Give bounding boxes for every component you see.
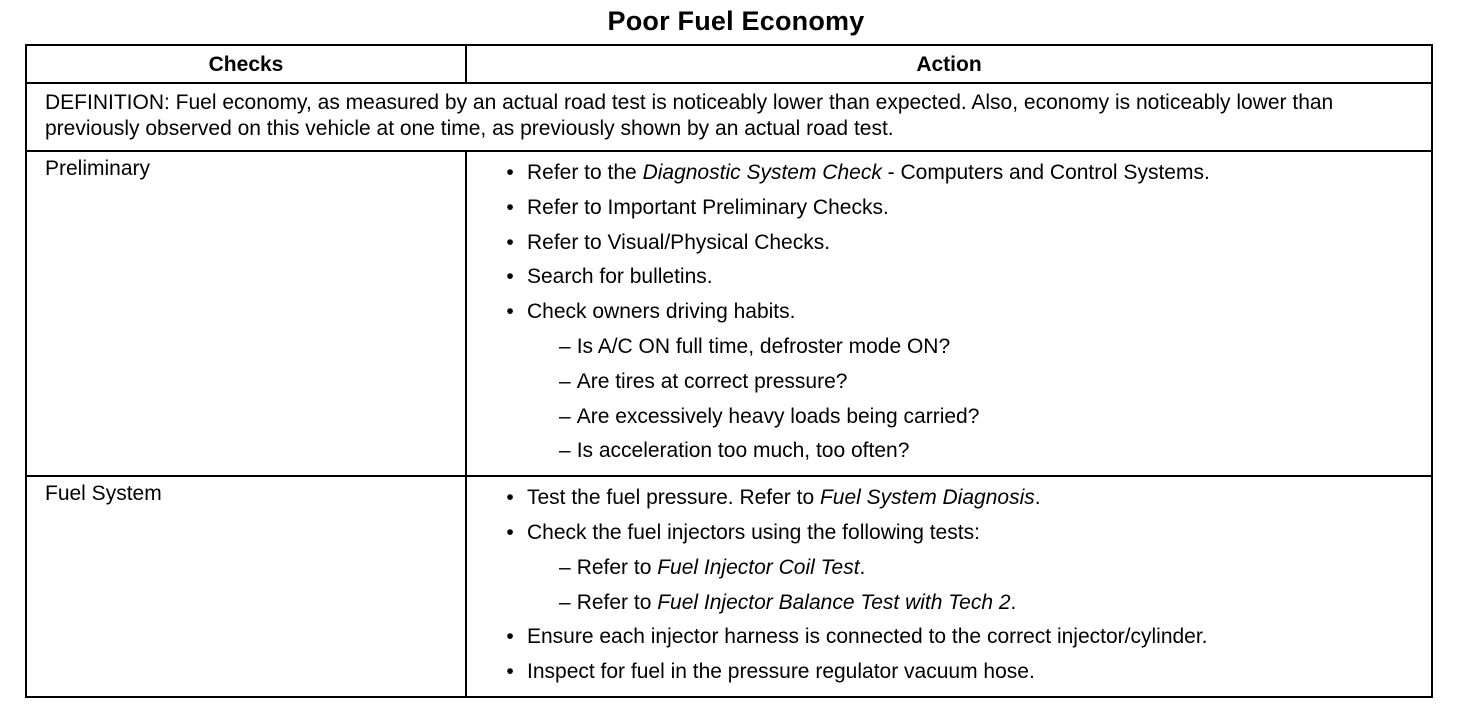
action-text: Are tires at correct pressure? xyxy=(576,369,848,393)
action-text-italic: Diagnostic System Check xyxy=(642,161,882,184)
bullet-icon: • xyxy=(506,161,514,184)
bullet-icon: • xyxy=(506,300,514,324)
bullet-icon: • xyxy=(506,230,514,254)
action-text: Search for bulletins. xyxy=(527,265,713,289)
action-item xyxy=(503,226,1421,261)
action-subitem xyxy=(503,365,1421,400)
action-text: . xyxy=(859,555,866,579)
action-item xyxy=(503,516,1421,551)
action-list-fuel-system xyxy=(466,476,1432,697)
action-text: Is A/C ON full time, defroster mode ON? xyxy=(576,334,951,358)
action-text: Ensure each injector harness is connected to the correct injector/cylinder. xyxy=(527,625,1208,649)
action-subitem xyxy=(503,330,1421,365)
action-subitem xyxy=(503,551,1421,586)
action-item xyxy=(503,655,1421,690)
dash-icon: – xyxy=(559,404,571,428)
action-subitem xyxy=(503,586,1421,621)
action-item xyxy=(503,295,1421,330)
action-text: Refer to the xyxy=(527,161,643,184)
dash-icon: – xyxy=(559,334,571,358)
bullet-icon: • xyxy=(506,660,514,684)
dash-icon: – xyxy=(559,439,571,463)
diagnostic-table xyxy=(25,44,1433,698)
bullet-icon: • xyxy=(506,625,514,649)
action-text: Refer to xyxy=(576,555,658,579)
action-text: Inspect for fuel in the pressure regulator vacuum hose. xyxy=(527,660,1035,684)
action-text: Test the fuel pressure. Refer to xyxy=(527,486,820,510)
action-text-italic: Fuel System Diagnosis xyxy=(819,486,1035,510)
action-text: . xyxy=(1034,486,1041,510)
bullet-icon: • xyxy=(506,520,514,544)
action-text-italic: Fuel Injector Coil Test xyxy=(657,555,860,579)
dash-icon: – xyxy=(559,555,571,579)
action-text: - Computers and Control Systems. xyxy=(881,161,1210,184)
action-text: Are excessively heavy loads being carried? xyxy=(576,404,980,428)
action-subitem xyxy=(503,434,1421,469)
action-list-preliminary xyxy=(466,151,1432,476)
check-name-preliminary: Preliminary xyxy=(26,151,466,476)
action-column-header: Action xyxy=(466,45,1432,83)
bullet-icon: • xyxy=(506,195,514,219)
action-text: Check the fuel injectors using the following tests: xyxy=(527,520,980,544)
action-text: Is acceleration too much, too often? xyxy=(576,439,910,463)
table-row-fuel-system xyxy=(26,476,1432,697)
action-item xyxy=(503,481,1421,516)
action-subitem xyxy=(503,400,1421,435)
action-text: Check owners driving habits. xyxy=(527,300,796,324)
page-title: Poor Fuel Economy xyxy=(607,6,865,36)
action-text: Refer to Important Preliminary Checks. xyxy=(527,195,889,219)
check-name-fuel-system: Fuel System xyxy=(26,476,466,697)
action-text: Refer to xyxy=(576,590,658,614)
action-text: . xyxy=(1010,590,1017,614)
checks-column-header: Checks xyxy=(26,45,466,83)
action-text: Refer to Visual/Physical Checks. xyxy=(527,230,831,254)
bullet-icon: • xyxy=(506,265,514,289)
dash-icon: – xyxy=(559,369,571,393)
action-item xyxy=(503,620,1421,655)
action-text-italic: Fuel Injector Balance Test with Tech 2 xyxy=(657,590,1011,614)
bullet-icon: • xyxy=(506,486,514,510)
action-item xyxy=(503,260,1421,295)
definition-row xyxy=(26,83,1432,151)
definition-text: DEFINITION: Fuel economy, as measured by an actual road test is noticeably lower than expected. Also, economy is noticeably lower than previously observed on this vehicle at one time, as previously shown by an actual road test. xyxy=(26,83,1432,151)
table-row-preliminary xyxy=(26,151,1432,476)
action-item xyxy=(503,191,1421,226)
header-row xyxy=(26,45,1432,83)
dash-icon: – xyxy=(559,590,571,614)
action-item xyxy=(503,156,1421,191)
